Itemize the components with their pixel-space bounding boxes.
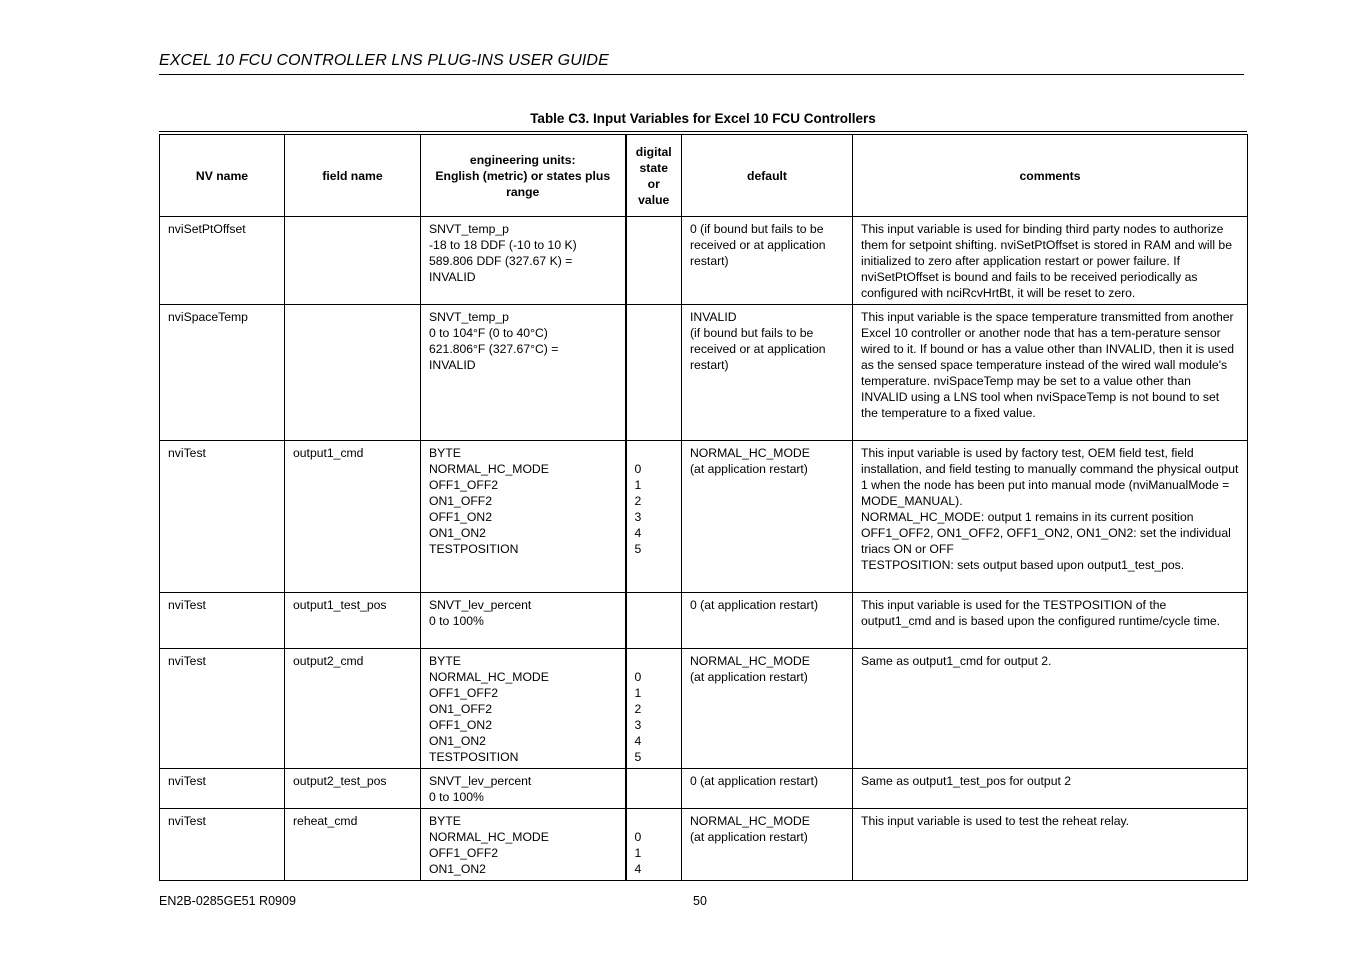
units-line: 621.806°F (327.67°C) = (429, 342, 559, 356)
comment-paragraph: This input variable is used for the TESTPOSITION of the output1_cmd and is based upon the configured runtime/cycle time. (861, 598, 1221, 628)
digital-value: 3 (634, 510, 642, 524)
units-line: NORMAL_HC_MODE (429, 462, 549, 476)
cell-engineering-units (421, 441, 626, 593)
default-line: (at application restart) (690, 670, 808, 684)
default-line: 0 (at application restart) (690, 598, 819, 612)
cell-engineering-units (421, 305, 626, 441)
table-row (160, 649, 1248, 769)
cell-comments (853, 217, 1248, 305)
digital-value: 1 (634, 846, 642, 860)
cell-field-name: output1_test_pos (285, 593, 421, 649)
cell-comments (853, 809, 1248, 881)
cell-engineering-units (421, 649, 626, 769)
table-row (160, 441, 1248, 593)
comment-paragraph: Same as output1_test_pos for output 2 (861, 774, 1072, 788)
default-line: 0 (if bound but fails to be (690, 222, 824, 236)
cell-digital-state (626, 217, 682, 305)
default-line: restart) (690, 254, 729, 268)
cell-default (682, 217, 853, 305)
cell-field-name: reheat_cmd (285, 809, 421, 881)
units-line: INVALID (429, 358, 476, 372)
column-header-line: state (639, 160, 668, 175)
cell-default (682, 441, 853, 593)
units-line: 0 to 100% (429, 614, 484, 628)
cell-comments (853, 593, 1248, 649)
units-line: ON1_ON2 (429, 734, 486, 748)
units-line: NORMAL_HC_MODE (429, 830, 549, 844)
units-line: 0 to 104°F (0 to 40°C) (429, 326, 548, 340)
digital-value: 4 (634, 526, 642, 540)
column-header-line: default (747, 168, 787, 183)
cell-nv-name: nviTest (160, 441, 285, 593)
footer-document-id: EN2B-0285GE51 R0909 (159, 894, 296, 908)
digital-value: 0 (634, 670, 642, 684)
units-line: -18 to 18 DDF (-10 to 10 K) (429, 238, 577, 252)
digital-value (635, 813, 674, 829)
input-variables-table (159, 134, 1248, 881)
table-caption: Table C3. Input Variables for Excel 10 FCU Controllers (530, 111, 876, 126)
units-line: OFF1_OFF2 (429, 478, 499, 492)
units-line: TESTPOSITION (429, 750, 519, 764)
cell-nv-name: nviTest (160, 809, 285, 881)
column-header-line: field name (322, 168, 383, 183)
units-line: SNVT_temp_p (429, 310, 509, 324)
units-line: OFF1_OFF2 (429, 846, 499, 860)
digital-value: 0 (634, 462, 642, 476)
digital-value (635, 653, 674, 669)
cell-engineering-units (421, 593, 626, 649)
units-line: SNVT_temp_p (429, 222, 509, 236)
table-row (160, 593, 1248, 649)
column-header-line: NV name (195, 168, 249, 183)
document-header-title: EXCEL 10 FCU CONTROLLER LNS PLUG-INS USER GUIDE (159, 52, 609, 69)
digital-value: 2 (634, 494, 642, 508)
cell-comments (853, 649, 1248, 769)
column-header-line: range (506, 184, 540, 199)
cell-field-name: output2_test_pos (285, 769, 421, 809)
units-line: TESTPOSITION (429, 542, 519, 556)
column-header-line: or (647, 176, 660, 191)
units-line: OFF1_OFF2 (429, 686, 499, 700)
cell-engineering-units (421, 217, 626, 305)
digital-value: 2 (634, 702, 642, 716)
cell-field-name (285, 305, 421, 441)
table-row (160, 217, 1248, 305)
units-line: INVALID (429, 270, 476, 284)
default-line: 0 (at application restart) (690, 774, 819, 788)
column-header-comments (853, 135, 1248, 217)
default-line: INVALID (690, 310, 737, 324)
default-line: (at application restart) (690, 462, 808, 476)
table-row (160, 809, 1248, 881)
cell-default (682, 649, 853, 769)
column-header-line: value (638, 192, 670, 207)
digital-value: 1 (634, 686, 642, 700)
comment-paragraph: This input variable is used for binding third party nodes to authorize them for setpoint shifting. nviSetPtOffset is stored in RAM and will be initialized to zero after application restart or power failure. If nviSetPtOffset is bound and fails to be received periodically as configured with nciRcvHrtBt, it will be reset to zero. (861, 222, 1232, 300)
units-line: BYTE (429, 814, 461, 828)
cell-engineering-units (421, 809, 626, 881)
cell-default (682, 593, 853, 649)
comment-paragraph: This input variable is the space temperature transmitted from another Excel 10 controller or another node that has a tem-perature sensor wired to it. If bound or has a value other than INVALID, then it is used as the sensed space temperature instead of the wired wall module's temperature. nviSpaceTemp may be set to a value other than INVALID using a LNS tool when nviSpaceTemp is not bound to set the temperature to a fixed value. (861, 310, 1235, 420)
units-line: 589.806 DDF (327.67 K) = (429, 254, 573, 268)
default-line: NORMAL_HC_MODE (690, 446, 810, 460)
units-line: OFF1_ON2 (429, 718, 492, 732)
units-line: BYTE (429, 446, 461, 460)
default-line: restart) (690, 358, 729, 372)
units-line: ON1_ON2 (429, 862, 486, 876)
table-row (160, 305, 1248, 441)
digital-value: 4 (634, 862, 642, 876)
column-header-nv-name (160, 135, 285, 217)
table-body (160, 217, 1248, 881)
column-header-digital-state (626, 135, 682, 217)
digital-value: 1 (634, 478, 642, 492)
table-row (160, 769, 1248, 809)
units-line: NORMAL_HC_MODE (429, 670, 549, 684)
column-header-default (682, 135, 853, 217)
default-line: received or at application (690, 342, 826, 356)
column-header-line: comments (1019, 168, 1081, 183)
input-variables-table-container (159, 131, 1247, 881)
default-line: received or at application (690, 238, 826, 252)
units-line: SNVT_lev_percent (429, 774, 532, 788)
cell-comments (853, 769, 1248, 809)
cell-digital-state (626, 305, 682, 441)
table-header-row (160, 135, 1248, 217)
units-line: SNVT_lev_percent (429, 598, 532, 612)
cell-digital-state (626, 809, 682, 881)
cell-field-name: output2_cmd (285, 649, 421, 769)
column-header-engineering-units (421, 135, 626, 217)
column-header-field-name (285, 135, 421, 217)
column-header-line: English (metric) or states plus (435, 168, 611, 183)
footer-page-number: 50 (693, 894, 707, 908)
default-line: NORMAL_HC_MODE (690, 814, 810, 828)
cell-field-name: output1_cmd (285, 441, 421, 593)
cell-comments (853, 441, 1248, 593)
cell-digital-state (626, 441, 682, 593)
digital-value: 4 (634, 734, 642, 748)
cell-default (682, 769, 853, 809)
comment-paragraph: NORMAL_HC_MODE: output 1 remains in its current position (861, 510, 1194, 524)
cell-nv-name: nviSpaceTemp (160, 305, 285, 441)
default-line: NORMAL_HC_MODE (690, 654, 810, 668)
column-header-line: engineering units: (469, 152, 576, 167)
digital-value: 5 (634, 750, 642, 764)
units-line: ON1_ON2 (429, 526, 486, 540)
cell-field-name (285, 217, 421, 305)
digital-value: 3 (634, 718, 642, 732)
units-line: ON1_OFF2 (429, 494, 492, 508)
comment-paragraph: This input variable is used by factory test, OEM field test, field installation, and field testing to manually command the physical output 1 when the node has been put into manual mode (nviManualMode = MODE_MANUAL). (861, 446, 1239, 508)
comment-paragraph: OFF1_OFF2, ON1_OFF2, OFF1_ON2, ON1_ON2: set the individual triacs ON or OFF (861, 526, 1231, 556)
cell-nv-name: nviTest (160, 769, 285, 809)
cell-digital-state (626, 593, 682, 649)
default-line: (if bound but fails to be (690, 326, 814, 340)
cell-digital-state (626, 649, 682, 769)
cell-comments (853, 305, 1248, 441)
digital-value: 0 (634, 830, 642, 844)
cell-digital-state (626, 769, 682, 809)
cell-nv-name: nviSetPtOffset (160, 217, 285, 305)
digital-value: 5 (634, 542, 642, 556)
column-header-line: digital (635, 144, 672, 159)
cell-default (682, 305, 853, 441)
units-line: OFF1_ON2 (429, 510, 492, 524)
cell-engineering-units (421, 769, 626, 809)
cell-nv-name: nviTest (160, 593, 285, 649)
units-line: BYTE (429, 654, 461, 668)
comment-paragraph: This input variable is used to test the reheat relay. (861, 814, 1130, 828)
units-line: 0 to 100% (429, 790, 484, 804)
default-line: (at application restart) (690, 830, 808, 844)
header-rule (159, 74, 1244, 75)
cell-nv-name: nviTest (160, 649, 285, 769)
comment-paragraph: TESTPOSITION: sets output based upon output1_test_pos. (861, 558, 1185, 572)
comment-paragraph: Same as output1_cmd for output 2. (861, 654, 1052, 668)
cell-default (682, 809, 853, 881)
units-line: ON1_OFF2 (429, 702, 492, 716)
digital-value (635, 445, 674, 461)
